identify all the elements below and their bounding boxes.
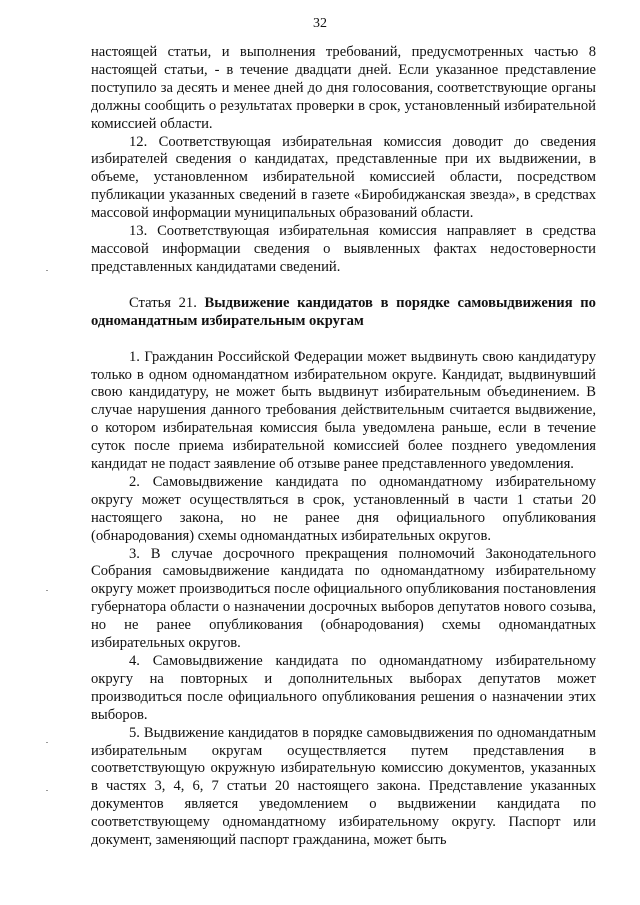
article-title: Выдвижение кандидатов в порядке самовыдвижения по одномандатным избирательным округам (91, 294, 596, 329)
article-paragraph-2: 2. Самовыдвижение кандидата по одномандатному избирательному округу может осуществляться в срок, установленный в части 1 статьи 20 настоящего закона, но не ранее дня официального опубликования (обнародования) схемы одномандатных избирательных округов. (91, 473, 596, 544)
paragraph-item-13: 13. Соответствующая избирательная комиссия направляет в средства массовой информации сведения о выявленных фактах недостоверности представленных кандидатами сведений. (91, 223, 596, 275)
article-heading (91, 295, 596, 331)
scan-mark (46, 270, 48, 271)
scan-margin-marks (46, 0, 54, 905)
scan-mark (46, 790, 48, 791)
article-label: Статья 21. (129, 294, 197, 311)
scan-mark (46, 590, 48, 591)
document-body (91, 44, 596, 850)
scan-mark (46, 742, 48, 743)
paragraph-item-12: 12. Соответствующая избирательная комиссия доводит до сведения избирателей сведения о кандидатах, представленные при их выдвижении, в объеме, установленном избирательной комиссией области, посредством публикации указанных сведений в газете «Биробиджанская звезда», в средствах массовой информации муниципальных образований области. (91, 133, 596, 222)
article-paragraph-5: 5. Выдвижение кандидатов в порядке самовыдвижения по одномандатным избирательным округам осуществляется путем представления в соответствующую окружную избирательную комиссию документов, указанных в частях 3, 4, 6, 7 статьи 20 настоящего закона. Представление указанных документов является уведомлением о выдвижении кандидата по соответствующему одномандатному избирательному округу. Паспорт или документ, заменяющий паспорт гражданина, может быть (91, 724, 596, 849)
article-paragraph-4: 4. Самовыдвижение кандидата по одномандатному избирательному округу на повторных и дополнительных выборах депутатов может производиться после официального опубликования решения о назначении этих выборов. (91, 653, 596, 723)
article-paragraph-3: 3. В случае досрочного прекращения полномочий Законодательного Собрания самовыдвижение кандидата по одномандатному избирательному округу может производиться после официального опубликования постановления губернатора области о назначении досрочных выборов депутатов нового созыва, но не ранее опубликования (обнародования) схемы одномандатных избирательных округов. (91, 545, 596, 652)
page-number: 32 (313, 16, 327, 31)
article-paragraph-1: 1. Гражданин Российской Федерации может выдвинуть свою кандидатуру только в одном одномандатном избирательном округе. Кандидат, выдвинувший свою кандидатуру, не может быть выдвинут избирательным объединением. В случае нарушения данного требования действительным считается выдвижение, о котором избирательная комиссия была уведомлена раньше, если в течение суток после приема избирательной комиссией более позднего уведомления кандидат не подаст заявление об отзыве ранее представленного уведомления. (91, 348, 596, 473)
paragraph-continuation: настоящей статьи, и выполнения требований, предусмотренных частью 8 настоящей статьи, - в течение двадцати дней. Если указанное представление поступило за десять и менее дней до дня голосования, соответствующие органы должны сообщить о результатах проверки в срок, установленный избирательной комиссией области. (91, 44, 596, 132)
